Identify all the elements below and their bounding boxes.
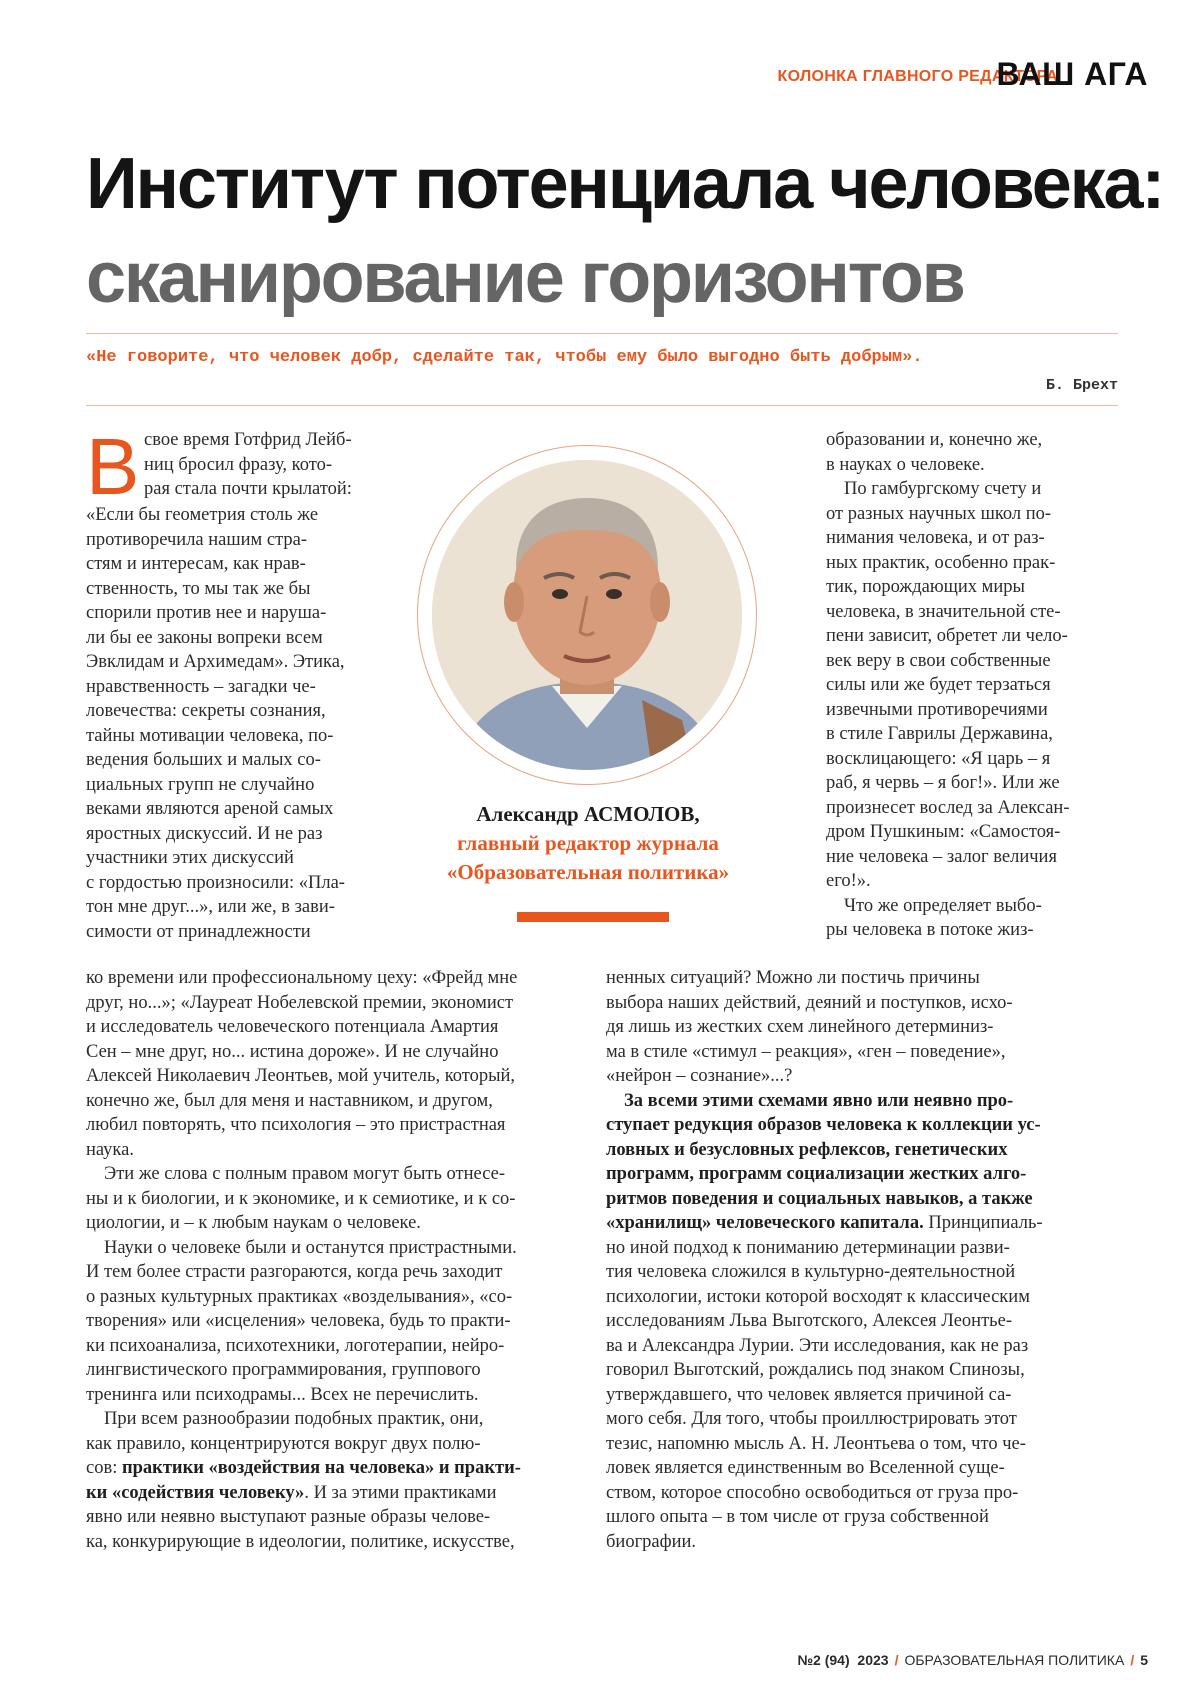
text-line: и исследователь человеческого потенциала Амартия <box>86 1015 596 1040</box>
text-line: противоречила нашим стра- <box>86 528 386 553</box>
text-line: ством, которое способно освободиться от груза про- <box>606 1481 1126 1506</box>
text-line: ственность, то мы так же бы <box>86 577 386 602</box>
text-line: свое время Готфрид Лейб- <box>86 428 386 453</box>
text-line: его!». <box>826 869 1126 894</box>
text-line: мого себя. Для того, чтобы проиллюстрировать этот <box>606 1407 1126 1432</box>
section-label: КОЛОНКА ГЛАВНОГО РЕДАКТОРА <box>778 68 1058 86</box>
caption-role: главный редактор журнала <box>400 829 776 858</box>
text-line: произнесет вослед за Алексан- <box>826 796 1126 821</box>
text-line: дя лишь из жестких схем линейного детерминиз- <box>606 1015 1126 1040</box>
text-line: ны и к биологии, и к экономике, и к семиотике, и к со- <box>86 1187 596 1212</box>
text-line: ние человека – залог величия <box>826 845 1126 870</box>
text-line: веками являются ареной самых <box>86 797 386 822</box>
text-line: в науках о человеке. <box>826 453 1126 478</box>
text-line: тренинга или психодрамы... Всех не перечислить. <box>86 1383 596 1408</box>
text-line: с гордостью произносили: «Пла- <box>86 871 386 896</box>
caption-magazine: «Образовательная политика» <box>400 858 776 887</box>
text-line: явно или неявно выступают разные образы челове- <box>86 1505 596 1530</box>
text-line: лингвистического программирования, группового <box>86 1358 596 1383</box>
text-line: ры человека в потоке жиз- <box>826 918 1126 943</box>
text-line: «нейрон – сознание»...? <box>606 1064 1126 1089</box>
separator-icon: / <box>1124 1652 1140 1668</box>
portrait-illustration <box>432 460 742 770</box>
epigraph-divider <box>86 405 1118 406</box>
page-footer <box>797 1652 1148 1668</box>
text-line: спорили против нее и наруша- <box>86 601 386 626</box>
text-line: симости от принадлежности <box>86 920 386 945</box>
text-line: восклицающего: «Я царь – я <box>826 747 1126 772</box>
text-line: но иной подход к пониманию детерминации разви- <box>606 1236 1126 1261</box>
text-line: от разных научных школ по- <box>826 502 1126 527</box>
text-line: Алексей Николаевич Леонтьев, мой учитель, который, <box>86 1064 596 1089</box>
text-line: Сен – мне друг, но... истина дороже». И не случайно <box>86 1040 596 1065</box>
text-line: И тем более страсти разгораются, когда речь заходит <box>86 1260 596 1285</box>
text-line: тезис, напомню мысль А. Н. Леонтьева о том, что че- <box>606 1432 1126 1457</box>
text-line: образовании и, конечно же, <box>826 428 1126 453</box>
text-line <box>86 1456 596 1481</box>
text-line: силы или же будет терзаться <box>826 673 1126 698</box>
text-line: яростных дискуссий. И не раз <box>86 822 386 847</box>
text-line: ловек является единственным во Вселенной суще- <box>606 1456 1126 1481</box>
text-line: тон мне друг...», или же, в зави- <box>86 895 386 920</box>
caption-name: Александр АСМОЛОВ, <box>400 800 776 829</box>
text-line: ва и Александра Лурии. Эти исследования, как не раз <box>606 1334 1126 1359</box>
caption-accent-bar <box>517 912 669 922</box>
text-line: По гамбургскому счету и <box>826 477 1126 502</box>
text-line-bold: программ, программ социализации жестких алго- <box>606 1162 1126 1187</box>
text-line: ма в стиле «стимул – реакция», «ген – поведение», <box>606 1040 1126 1065</box>
text-fragment-bold: «хранилищ» человеческого капитала. <box>606 1213 924 1233</box>
text-line: раб, я червь – я бог!». Или же <box>826 771 1126 796</box>
text-line: утверждавшего, что человек является причиной са- <box>606 1383 1126 1408</box>
text-line: циологии, и – к любым наукам о человеке. <box>86 1211 596 1236</box>
text-line: стям и интересам, как нрав- <box>86 552 386 577</box>
text-line: друг, но...»; «Лауреат Нобелевской премии, экономист <box>86 991 596 1016</box>
left-column-intro <box>86 428 386 944</box>
text-line: ненных ситуаций? Можно ли постичь причины <box>606 966 1126 991</box>
text-line: рая стала почти крылатой: <box>86 477 386 502</box>
text-line: ведения больших и малых со- <box>86 748 386 773</box>
text-line: ли бы ее законы вопреки всем <box>86 626 386 651</box>
title-line-2: сканирование горизонтов <box>86 242 964 314</box>
text-line: психологии, истоки которой восходят к классическим <box>606 1285 1126 1310</box>
text-line: При всем разнообразии подобных практик, они, <box>86 1407 596 1432</box>
title-line-1: Институт потенциала человека: <box>86 148 1163 220</box>
text-line: ка, конкурирующие в идеологии, политике, искусстве, <box>86 1530 596 1555</box>
text-line-bold: ступает редукция образов человека к коллекции ус- <box>606 1113 1126 1138</box>
text-line: как правило, концентрируются вокруг двух полю- <box>86 1432 596 1457</box>
text-line <box>606 1211 1126 1236</box>
text-line: Что же определяет выбо- <box>826 894 1126 919</box>
text-line-bold: За всеми этими схемами явно или неявно про- <box>606 1089 1126 1114</box>
text-fragment-bold: ки «содействия человеку» <box>86 1483 304 1503</box>
text-line: творения» или «исцеления» человека, будь то практи- <box>86 1309 596 1334</box>
text-line: человека, в значительной сте- <box>826 600 1126 625</box>
text-line: пени зависит, обретет ли чело- <box>826 624 1126 649</box>
text-line: циальных групп не случайно <box>86 773 386 798</box>
epigraph-quote: «Не говорите, что человек добр, сделайте так, чтобы ему было выгодно быть добрым». <box>86 348 1118 367</box>
text-line: тайны мотивации человека, по- <box>86 724 386 749</box>
text-line: конечно же, был для меня и наставником, и другом, <box>86 1089 596 1114</box>
text-line: извечными противоречиями <box>826 698 1126 723</box>
separator-icon: / <box>889 1652 905 1668</box>
right-column-main <box>606 966 1126 1554</box>
text-fragment: Принципиаль- <box>924 1213 1043 1233</box>
text-line: выбора наших действий, деяний и поступков, исхо- <box>606 991 1126 1016</box>
text-line: Науки о человеке были и останутся пристрастными. <box>86 1236 596 1261</box>
magazine-name: ОБРАЗОВАТЕЛЬНАЯ ПОЛИТИКА <box>904 1652 1124 1668</box>
author-portrait <box>432 460 742 770</box>
text-line: нимания человека, и от раз- <box>826 526 1126 551</box>
text-line: век веру в свои собственные <box>826 649 1126 674</box>
epigraph-author: Б. Брехт <box>1046 377 1118 394</box>
text-line: ки психоанализа, психотехники, логотерапии, нейро- <box>86 1334 596 1359</box>
issue-year: 2023 <box>857 1652 888 1668</box>
text-line: «Если бы геометрия столь же <box>86 503 386 528</box>
text-line: исследованиям Льва Выготского, Алексея Леонтье- <box>606 1309 1126 1334</box>
text-line: Эвклидам и Архимедам». Этика, <box>86 650 386 675</box>
text-fragment: сов: <box>86 1458 122 1478</box>
text-line: в стиле Гаврилы Державина, <box>826 722 1126 747</box>
right-column-intro <box>826 428 1126 943</box>
text-line: шлого опыта – в том числе от груза собственной <box>606 1505 1126 1530</box>
text-line: тик, порождающих миры <box>826 575 1126 600</box>
left-column-main <box>86 966 596 1554</box>
text-line: наука. <box>86 1138 596 1163</box>
text-line: Эти же слова с полным правом могут быть отнесе- <box>86 1162 596 1187</box>
dropcap: В <box>86 431 138 503</box>
text-line: участники этих дискуссий <box>86 846 386 871</box>
text-line: любил повторять, что психология – это пристрастная <box>86 1113 596 1138</box>
text-fragment: . И за этими практиками <box>304 1483 496 1503</box>
text-fragment-bold: практики «воздействия на человека» и практи- <box>122 1458 521 1478</box>
text-line: о разных культурных практиках «возделывания», «со- <box>86 1285 596 1310</box>
issue-number: №2 (94) <box>797 1652 849 1668</box>
text-line: тия человека сложился в культурно-деятельностной <box>606 1260 1126 1285</box>
text-line-bold: ритмов поведения и социальных навыков, а также <box>606 1187 1126 1212</box>
page-number: 5 <box>1140 1652 1148 1668</box>
text-line <box>86 1481 596 1506</box>
text-line: ко времени или профессиональному цеху: «Фрейд мне <box>86 966 596 991</box>
text-line: ных практик, особенно прак- <box>826 551 1126 576</box>
text-line: ловечества: секреты сознания, <box>86 699 386 724</box>
top-divider <box>86 333 1118 334</box>
text-line-bold: ловных и безусловных рефлексов, генетических <box>606 1138 1126 1163</box>
text-line: говорил Выготский, рождались под знаком Спинозы, <box>606 1358 1126 1383</box>
text-line: нравственность – загадки че- <box>86 675 386 700</box>
text-line: ниц бросил фразу, кото- <box>86 453 386 478</box>
brand-logo: ВАШ АГА <box>996 56 1148 93</box>
text-line: биографии. <box>606 1530 1126 1555</box>
text-line: дром Пушкиным: «Самостоя- <box>826 820 1126 845</box>
